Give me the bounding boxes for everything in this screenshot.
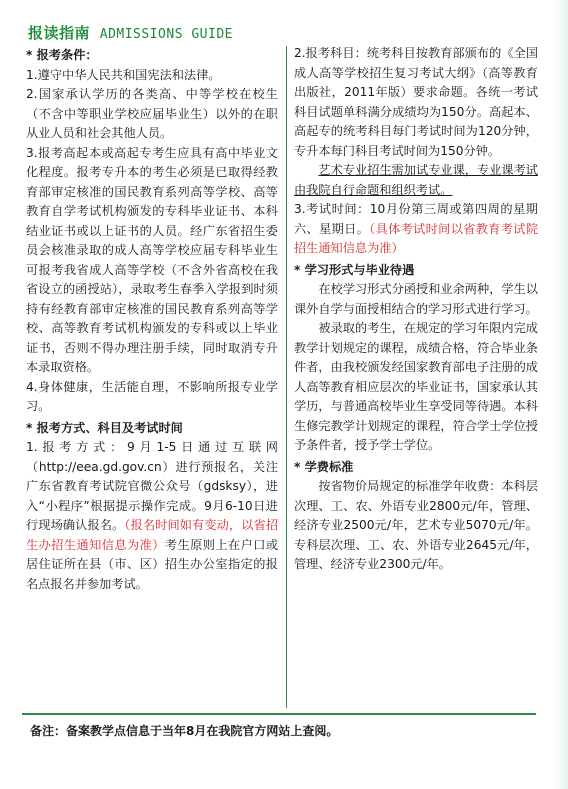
footnote: 备注：备案教学点信息于当年8月在我院官方网站上查阅。 <box>30 724 339 738</box>
right-column <box>294 44 538 575</box>
exam-subjects: 2.报考科目：统考科目按教育部颁布的《全国成人高等学校招生复习考试大纲》（高等教育出版社，2011年版）要求命题。各统一考试科目试题单科满分成绩均为150分。高起本、高起专的统考科目每门考试时间为120分钟，专升本每门科目考试时间为150分钟。 <box>294 46 538 158</box>
exam-time-notice: （具体考试时间以省教育考试院招生通知信息为准） <box>294 221 539 255</box>
registration-notice: （报名时间如有变动，以省招生办招生通知信息为准） <box>26 518 279 552</box>
column-divider <box>286 46 287 708</box>
exam-time-text: 3.考试时间：10月份第三周或第四周的星期六、星期日。 <box>294 202 538 236</box>
registration-location: 考生原则上在户口或居住证所在县（市、区）招生办公室指定的报名点报名并参加考试。 <box>26 537 279 591</box>
registration-method <box>26 438 278 594</box>
requirement-2: 2.国家承认学历的各类高、中等学校在校生（不含中等职业学校应届毕业生）以外的在职从业人员和社会其他人员。 <box>26 87 278 140</box>
left-column <box>26 44 278 594</box>
requirement-4: 4.身体健康，生活能自理，不影响所报专业学习。 <box>26 379 278 413</box>
section-heading-registration: * 报考方式、科目及考试时间 <box>26 420 183 435</box>
page-edge-shade <box>554 0 568 789</box>
section-heading-study: * 学习形式与毕业待遇 <box>294 262 415 277</box>
section-heading-requirements: * 报考条件： <box>26 48 98 62</box>
requirement-1: 1.遵守中华人民共和国宪法和法律。 <box>26 67 221 82</box>
page-title <box>28 22 233 43</box>
tuition-fees: 按省物价局规定的标准学年收费：本科层次理、工、农、外语专业2800元/年，管理、经济专业2500元/年，艺术专业5070元/年。专科层次理、工、农、外语专业2645元/年，管理、经济专业2300元/年。 <box>294 479 538 571</box>
art-exam-note: 艺术专业招生需加试专业课，专业课考试由我院自行命题和组织考试。 <box>294 163 538 197</box>
study-form: 在校学习形式分函授和业余两种，学生以课外自学与面授相结合的学习形式进行学习。 <box>294 282 538 316</box>
graduation-benefits: 被录取的考生，在规定的学习年限内完成教学计划规定的课程，成绩合格，符合毕业条件者，由我校颁发经国家教育部电子注册的成人高等教育相应层次的毕业证书，国家承认其学历，与普通高校毕业生享受同等待遇。本科生修完教学计划规定的课程，符合学士学位授予条件者，授予学士学位。 <box>294 321 538 452</box>
requirement-3: 3.报考高起本或高起专考生应具有高中毕业文化程度。报考专升本的考生必须是已取得经教育部审定核准的国民教育系列高等学校、高等教育自学考试机构颁发的专科毕业证书、本科结业证书或以上证书的人员。经广东省招生委员会核准录取的成人高等学校应届专科毕业生可报考我省成人高等学校（不含外省高校在我省设立的函授站），录取考生春季入学报到时须持有经教育部审定核准的国民教育系列高等学校、高等教育考试机构颁发的专科或以上毕业证书，否则不得办理注册手续，同时取消专升本录取资格。 <box>26 145 278 374</box>
exam-time <box>294 200 538 259</box>
section-heading-fees: * 学费标准 <box>294 459 354 474</box>
title-english: ADMISSIONS GUIDE <box>99 27 233 42</box>
bottom-rule <box>22 713 536 715</box>
title-chinese: 报读指南 <box>28 24 91 42</box>
registration-text: 1.报考方式：9月1-5日通过互联网（http://eea.gd.gov.cn）进行预报名，关注广东省教育考试院官微公众号（gdsksy），进入“小程序”根据提示操作完成。9月6-10日进行现场确认报名。 <box>26 440 278 532</box>
